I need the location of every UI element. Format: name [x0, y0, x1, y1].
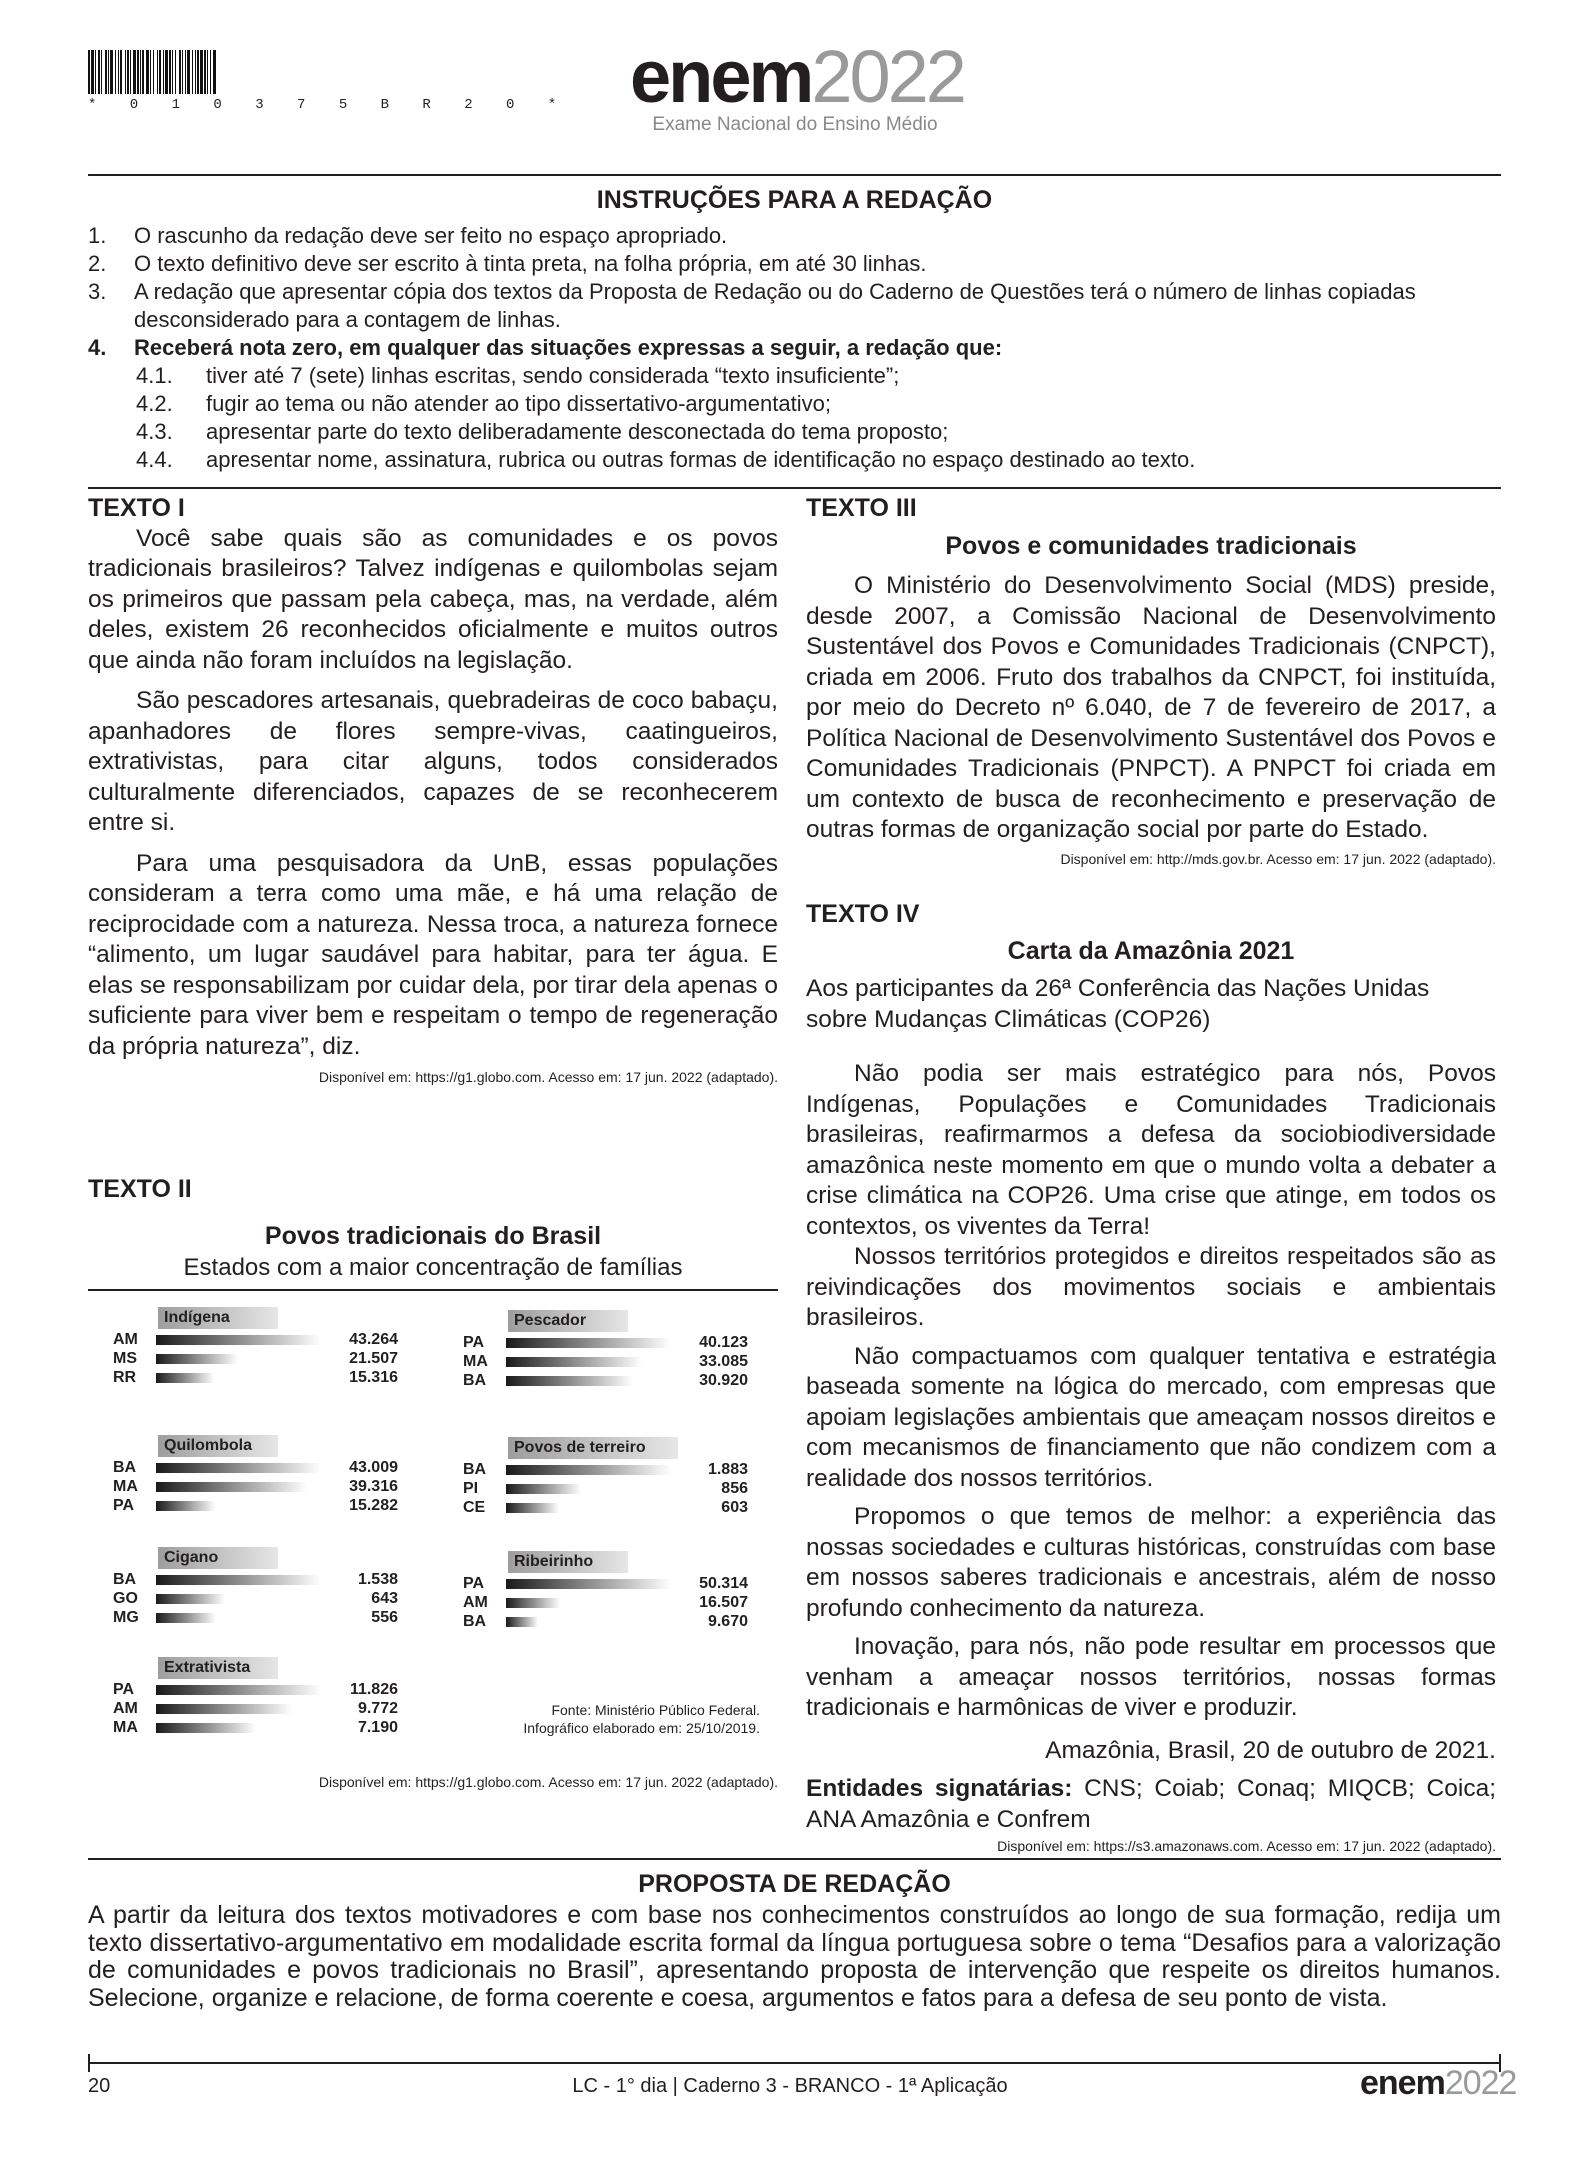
chart-category-label: BA [113, 1459, 137, 1476]
chart-group-label: Ribeirinho [508, 1551, 628, 1573]
chart-category-label: PA [463, 1575, 485, 1592]
chart-subtitle: Estados com a maior concentração de famílias [183, 1254, 683, 1281]
chart-value-label: 856 [721, 1480, 748, 1497]
texto-3-paragraph: O Ministério do Desenvolvimento Social (MDS) preside, desde 2007, a Comissão Nacional de Desenvolvimento Sustentável dos Povos e Comunidades Tradicionais (CNPCT), criada em 2006. Fruto dos trabalhos da CNPCT, foi instituída, por meio do Decreto nº 6.040, de 7 de fevereiro de 2017, a Política Nacional de Desenvolvimento Sustentável dos Povos e Comunidades Tradicionais (PNPCT). A PNPCT foi criada em um contexto de busca de reconhecimento e preservação de outras formas de organização social por parte do Estado. [806, 572, 1496, 843]
chart-value-label: 15.316 [349, 1369, 398, 1386]
chart-category-label: AM [113, 1331, 138, 1348]
instructions-list [88, 222, 1501, 474]
chart-category-label: RR [113, 1369, 137, 1386]
page-number: 20 [88, 2075, 111, 2097]
chart-value-label: 39.316 [349, 1478, 398, 1495]
texto-3-title: Povos e comunidades tradicionais [945, 531, 1357, 560]
chart-group-label: Povos de terreiro [508, 1437, 678, 1459]
chart-value-label: 9.670 [707, 1613, 748, 1630]
chart-category-label: BA [463, 1613, 487, 1630]
chart-category-label: PA [113, 1497, 135, 1514]
texto-4-heading: TEXTO IV [806, 900, 920, 928]
chart-bar [156, 1354, 238, 1364]
texto-4-paragraph: Não podia ser mais estratégico para nós, Povos Indígenas, Populações e Comunidades Tradicionais brasileiras, reafirmarmos a defesa da sociobiodiversidade amazônica neste momento em que o mundo volta a debater a crise climática na COP26. Uma crise que atinge, em todos os contextos, os viventes da Terra! [806, 1060, 1496, 1240]
instruction-item: 2. O texto definitivo deve ser escrito à tinta preta, na folha própria, em até 30 linhas. [88, 251, 927, 276]
texto-2-source: Disponível em: https://g1.globo.com. Acesso em: 17 jun. 2022 (adaptado). [318, 1774, 778, 1790]
logo-main: enem [630, 35, 812, 118]
texto-3 [806, 493, 1496, 868]
logo-subtitle: Exame Nacional do Ensino Médio [652, 114, 938, 135]
instruction-item: 4. Receberá nota zero, em qualquer das situações expressas a seguir, a redação que: [88, 335, 1003, 360]
chart-group-label: Indígena [158, 1307, 278, 1329]
divider [88, 1858, 1501, 1860]
footer-caption: LC - 1° dia | Caderno 3 - BRANCO - 1ª Aplicação [572, 2075, 1008, 2097]
chart-bar [156, 1335, 321, 1345]
texto-4-source: Disponível em: https://s3.amazonaws.com. Acesso em: 17 jun. 2022 (adaptado). [997, 1838, 1496, 1854]
chart-value-label: 43.264 [349, 1331, 398, 1348]
footer-logo: enem2022 [1360, 2064, 1517, 2102]
chart-value-label: 43.009 [349, 1459, 398, 1476]
chart-value-label: 50.314 [699, 1575, 748, 1592]
instruction-subitem: 4.2. fugir ao tema ou não atender ao tipo dissertativo-argumentativo; [136, 391, 831, 416]
chart-bar [156, 1594, 225, 1604]
signatories-list: CNS; Coiab; Conaq; MIQCB; Coica; ANA Amazônia e Confrem [806, 1775, 1496, 1833]
texto-4-greeting: Aos participantes da 26ª Conferência das Nações Unidas sobre Mudanças Climáticas (COP26) [806, 975, 1430, 1033]
chart-bar [506, 1617, 538, 1627]
chart-category-label: MA [113, 1719, 138, 1736]
chart-value-label: 603 [721, 1499, 748, 1516]
chart-bar [506, 1484, 581, 1494]
chart-bar [506, 1465, 671, 1475]
chart-value-label: 16.507 [699, 1594, 748, 1611]
chart-bar [156, 1704, 292, 1714]
chart-category-label: PA [113, 1681, 135, 1698]
chart-bar [506, 1338, 671, 1348]
chart-category-label: BA [463, 1461, 487, 1478]
texto-4-paragraph: Nossos territórios protegidos e direitos respeitados são as reivindicações dos movimentos sociais e ambientais brasileiros. [806, 1243, 1496, 1331]
instruction-item: 3. A redação que apresentar cópia dos textos da Proposta de Redação ou do Caderno de Questões terá o número de linhas copiadas desconsiderado para a contagem de linhas. [88, 279, 1416, 332]
instruction-item: 1. O rascunho da redação deve ser feito no espaço apropriado. [88, 223, 728, 248]
chart-bar [156, 1501, 215, 1511]
texto-4-place-date: Amazônia, Brasil, 20 de outubro de 2021. [1045, 1736, 1496, 1764]
chart-value-label: 7.190 [357, 1719, 398, 1736]
footer-rule [88, 2062, 1501, 2064]
texto-4 [806, 899, 1496, 1855]
texto-1 [88, 493, 778, 1086]
chart-bar [506, 1357, 642, 1367]
chart-bar [506, 1503, 559, 1513]
texto-4-paragraph: Propomos o que temos de melhor: a experiência das nossas sociedades e culturas históricas, construídas com base em nossos saberes tradicionais e ancestrais, além de nosso profundo conhecimento da natureza. [806, 1503, 1496, 1622]
chart-category-label: MS [113, 1350, 137, 1367]
chart-bar [506, 1579, 671, 1589]
chart-value-label: 33.085 [699, 1353, 748, 1370]
enem-logo [630, 35, 964, 118]
chart-value-label: 643 [371, 1590, 398, 1607]
divider [88, 174, 1501, 176]
logo-year: 2022 [811, 35, 964, 118]
chart-category-label: PI [463, 1480, 479, 1497]
texto-3-heading: TEXTO III [806, 494, 917, 522]
chart-value-label: 15.282 [349, 1497, 398, 1514]
chart-group-label: Quilombola [158, 1435, 278, 1457]
chart-bar [156, 1613, 216, 1623]
chart-title: Povos tradicionais do Brasil [264, 1222, 602, 1250]
chart-note-date: Infográfico elaborado em: 25/10/2019. [523, 1720, 760, 1736]
chart-value-label: 556 [371, 1609, 398, 1626]
texto-4-signatories [806, 1774, 1496, 1835]
texto-1-heading: TEXTO I [88, 494, 185, 522]
chart-bar [506, 1376, 633, 1386]
texto-2-heading: TEXTO II [88, 1175, 192, 1203]
proposta-title: PROPOSTA DE REDAÇÃO [638, 1870, 951, 1898]
texto-3-source: Disponível em: http://mds.gov.br. Acesso em: 17 jun. 2022 (adaptado). [1060, 850, 1496, 867]
chart-value-label: 1.538 [357, 1571, 398, 1588]
chart-value-label: 9.772 [357, 1700, 398, 1717]
chart-value-label: 11.826 [349, 1681, 398, 1698]
chart-bar [156, 1685, 321, 1695]
chart-category-label: MA [463, 1353, 488, 1370]
barcode-stripe [216, 50, 217, 94]
texto-4-title: Carta da Amazônia 2021 [1007, 936, 1295, 965]
instruction-subitem: 4.1. tiver até 7 (sete) linhas escritas, sendo considerada “texto insuficiente”; [136, 363, 900, 388]
chart-rule [88, 1289, 778, 1291]
texto-1-paragraph: Você sabe quais são as comunidades e os povos tradicionais brasileiros? Talvez indígenas e quilombolas sejam os primeiros que passam pela cabeça, mas, na verdade, além deles, existem 26 reconhecidos oficialmente e muitos outros que ainda não foram incluídos na legislação. [88, 524, 778, 674]
chart-category-label: AM [113, 1700, 138, 1717]
chart-group-label: Pescador [508, 1310, 628, 1332]
chart-bar [506, 1598, 560, 1608]
chart-bar [156, 1723, 256, 1733]
texto-1-source: Disponível em: https://g1.globo.com. Acesso em: 17 jun. 2022 (adaptado). [318, 1069, 778, 1085]
chart-category-label: MG [113, 1609, 139, 1626]
chart-group-label: Cigano [158, 1547, 278, 1569]
instructions-title: INSTRUÇÕES PARA A REDAÇÃO [596, 186, 993, 214]
chart-value-label: 21.507 [349, 1350, 398, 1367]
chart-bar [156, 1575, 321, 1585]
chart-note-source: Fonte: Ministério Público Federal. [551, 1702, 760, 1718]
divider [88, 487, 1501, 489]
chart-bar [156, 1373, 214, 1383]
chart-category-label: BA [113, 1571, 137, 1588]
barcode-text: * 0 1 0 3 7 5 B R 2 0 * [88, 97, 569, 113]
chart-group-label: Extrativista [158, 1657, 278, 1679]
texto-1-paragraph: Para uma pesquisadora da UnB, essas populações consideram a terra como uma mãe, e há uma relação de reciprocidade com a natureza. Nessa troca, a natureza fornece “alimento, um lugar saudável para habitar, para ter água. E elas se responsabilizam por cuidar dela, por tirar dela apenas o suficiente para viver bem e respeitam o tempo de regeneração da própria natureza”, diz. [88, 849, 778, 1060]
barcode [88, 50, 410, 94]
chart-category-label: BA [463, 1372, 487, 1389]
chart-category-label: AM [463, 1594, 488, 1611]
chart-category-label: PA [463, 1334, 485, 1351]
signatories-label: Entidades signatárias: [806, 1775, 1073, 1802]
texto-1-paragraph: São pescadores artesanais, quebradeiras de coco babaçu, apanhadores de flores sempre-vivas, caatingueiros, extrativistas, para citar alguns, todos considerados culturalmente diferenciados, capazes de se reconhecerem entre si. [88, 687, 778, 836]
chart-note [450, 1701, 760, 1737]
chart-bar [156, 1482, 307, 1492]
chart-value-label: 30.920 [699, 1372, 748, 1389]
chart-category-label: CE [463, 1499, 486, 1516]
footer-rule-tick [88, 2054, 90, 2072]
chart-bar [156, 1463, 321, 1473]
texto-4-paragraph: Inovação, para nós, não pode resultar em processos que venham a ameaçar nossos territórios, nossas formas tradicionais e harmônicas de viver e produzir. [806, 1633, 1496, 1721]
chart-value-label: 1.883 [707, 1461, 748, 1478]
instruction-subitem: 4.3. apresentar parte do texto deliberadamente desconectada do tema proposto; [136, 419, 949, 444]
chart-category-label: MA [113, 1478, 138, 1495]
chart-category-label: GO [113, 1590, 138, 1607]
instruction-subitem: 4.4. apresentar nome, assinatura, rubrica ou outras formas de identificação no espaço destinado ao texto. [136, 447, 1196, 472]
texto-4-paragraph: Não compactuamos com qualquer tentativa e estratégia baseada somente na lógica do mercado, com empresas que apoiam legislações ambientais que ameaçam nossos direitos e com mecanismos de financiamento que não condizem com a realidade dos nossos territórios. [806, 1342, 1496, 1492]
proposta-text: A partir da leitura dos textos motivadores e com base nos conhecimentos construídos ao longo de sua formação, redija um texto dissertativo-argumentativo em modalidade escrita formal da língua portuguesa sobre o tema “Desafios para a valorização de comunidades e povos tradicionais no Brasil”, apresentando proposta de intervenção que respeite os direitos humanos. Selecione, organize e relacione, de forma coerente e coesa, argumentos e fatos para a defesa de seu ponto de vista. [88, 1901, 1501, 2012]
chart-value-label: 40.123 [699, 1334, 748, 1351]
